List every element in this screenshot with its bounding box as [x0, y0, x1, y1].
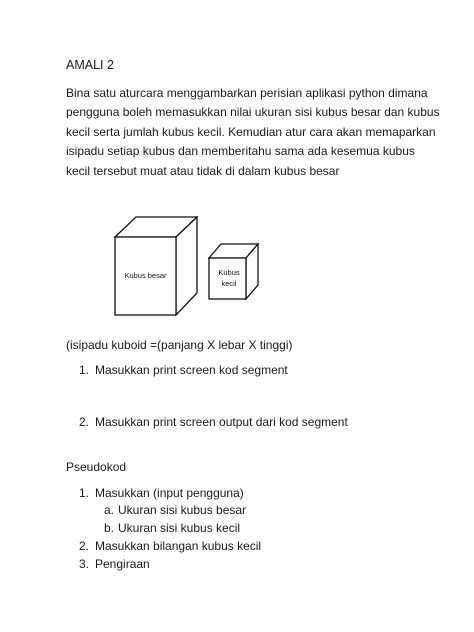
task-number: 2. — [79, 415, 90, 429]
task-item — [79, 414, 348, 430]
intro-paragraph — [66, 84, 438, 181]
pseudocode-number: 3. — [79, 557, 90, 571]
small-cube-label-line1: Kubus — [218, 268, 240, 277]
intro-line: pengguna boleh memasukkan nilai ukuran sisi kubus besar dan kubus — [66, 105, 440, 120]
pseudocode-item — [79, 485, 244, 501]
pseudocode-text: Masukkan (input pengguna) — [95, 486, 244, 500]
pseudocode-text: Ukuran sisi kubus kecil — [118, 521, 241, 535]
intro-line: kecil tersebut muat atau tidak di dalam kubus besar — [66, 163, 340, 178]
pseudocode-number: 1. — [79, 486, 90, 500]
pseudocode-item — [79, 538, 261, 554]
intro-line: Bina satu aturcara menggambarkan perisian aplikasi python dimana — [66, 86, 428, 100]
intro-line: isipadu setiap kubus dan memberitahu sama ada kesemua kubus — [66, 144, 415, 159]
task-item — [79, 362, 288, 378]
pseudocode-letter: b. — [104, 521, 115, 535]
pseudocode-subitem — [104, 502, 246, 518]
task-text: Masukkan print screen output dari kod segment — [95, 415, 348, 429]
pseudocode-text: Pengiraan — [95, 557, 150, 571]
task-number: 1. — [79, 363, 90, 377]
heading: AMALI 2 — [66, 58, 114, 72]
volume-formula: (isipadu kuboid =(panjang X lebar X tinggi) — [66, 338, 293, 352]
intro-line: kecil serta jumlah kubus kecil. Kemudian atur cara akan memaparkan — [66, 124, 436, 139]
cube-diagram — [100, 205, 280, 330]
pseudocode-item — [79, 556, 150, 572]
pseudocode-subitem — [104, 520, 240, 536]
pseudocode-letter: a. — [104, 503, 115, 517]
pseudocode-title: Pseudokod — [66, 460, 127, 474]
big-cube-label: Kubus besar — [124, 271, 167, 280]
pseudocode-text: Masukkan bilangan kubus kecil — [95, 539, 262, 553]
big-cube — [115, 217, 197, 315]
pseudocode-text: Ukuran sisi kubus besar — [118, 503, 247, 517]
pseudocode-number: 2. — [79, 539, 90, 553]
small-cube-label-line2: kecil — [221, 279, 237, 288]
task-text: Masukkan print screen kod segment — [95, 363, 288, 377]
